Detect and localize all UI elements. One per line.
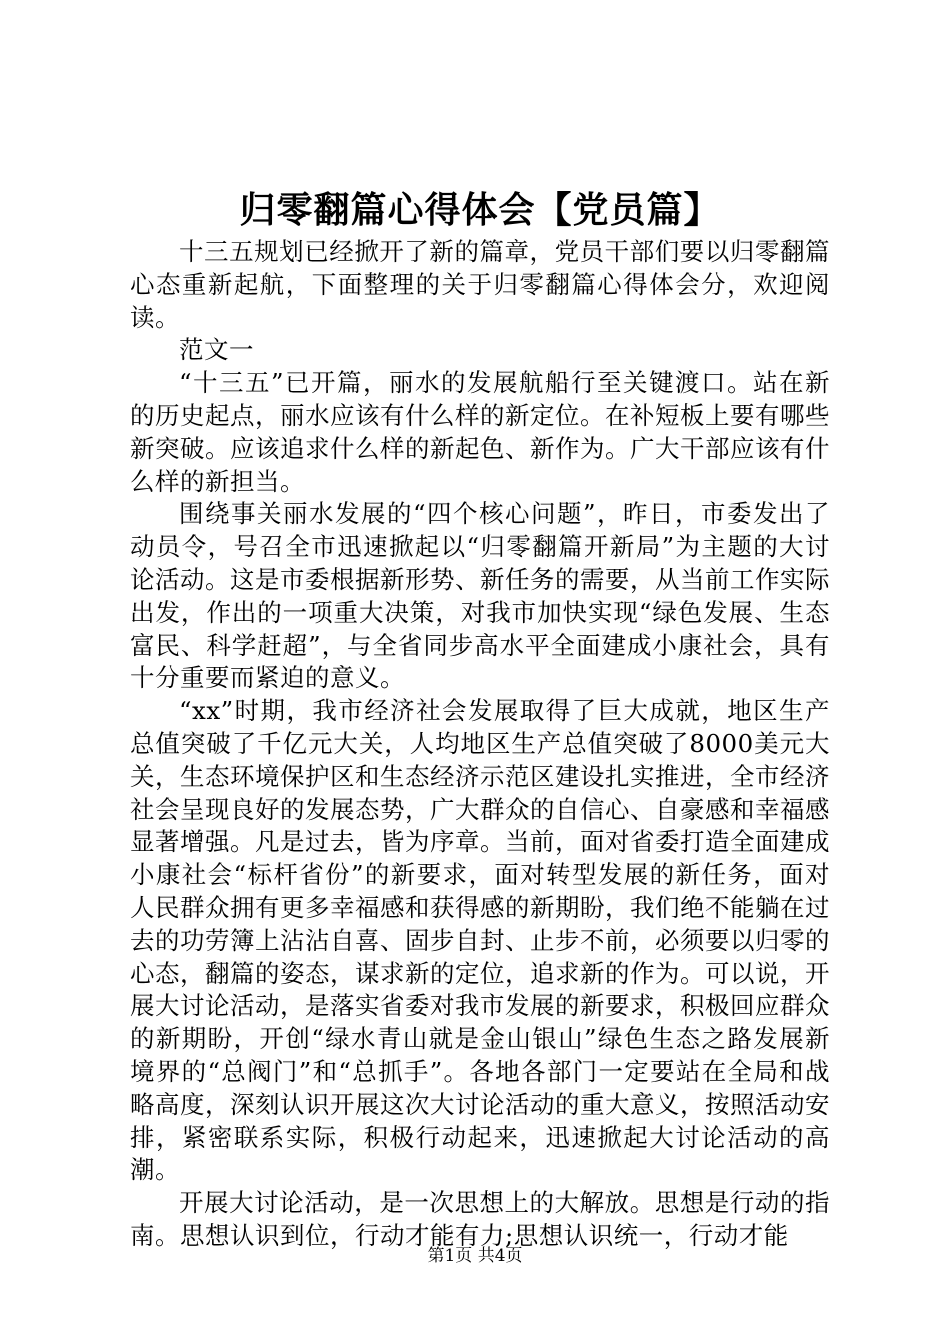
page-footer: 第1页 共4页 (427, 1246, 523, 1266)
document-title: 归零翻篇心得体会【党员篇】 (239, 189, 721, 231)
paragraph: 开展大讨论活动，是一次思想上的大解放。思想是行动的指南。思想认识到位，行动才能有力;思想认识统一，行动才能 (130, 1188, 830, 1250)
paragraph: “xx”时期，我市经济社会发展取得了巨大成就，地区生产总值突破了千亿元大关，人均地区生产总值突破了8000美元大关，生态环境保护区和生态经济示范区建设扎实推进，全市经济社会呈现良好的发展态势，广大群众的自信心、自豪感和幸福感显著增强。凡是过去，皆为序章。当前，面对省委打造全面建成小康社会“标杆省份”的新要求，面对转型发展的新任务，面对人民群众拥有更多幸福感和获得感的新期盼，我们绝不能躺在过去的功劳簿上沾沾自喜、固步自封、止步不前，必须要以归零的心态，翻篇的姿态，谋求新的定位，追求新的作为。可以说，开展大讨论活动，是落实省委对我市发展的新要求，积极回应群众的新期盼，开创“绿水青山就是金山银山”绿色生态之路发展新境界的“总阀门”和“总抓手”。各地各部门一定要站在全局和战略高度，深刻认识开展这次大讨论活动的重大意义，按照活动安排，紧密联系实际，积极行动起来，迅速掀起大讨论活动的高潮。 (130, 696, 830, 1185)
document-body (130, 236, 830, 1253)
paragraph-section-label: 范文一 (179, 335, 254, 365)
paragraph-intro: 十三五规划已经掀开了新的篇章，党员干部们要以归零翻篇心态重新起航，下面整理的关于归零翻篇心得体会分，欢迎阅读。 (130, 237, 830, 332)
paragraph: 围绕事关丽水发展的“四个核心问题”，昨日，市委发出了动员令，号召全市迅速掀起以“归零翻篇开新局”为主题的大讨论活动。这是市委根据新形势、新任务的需要，从当前工作实际出发，作出的一项重大决策，对我市加快实现“绿色发展、生态富民、科学赶超”，与全省同步高水平全面建成小康社会，具有十分重要而紧迫的意义。 (130, 499, 830, 693)
paragraph: “十三五”已开篇，丽水的发展航船行至关键渡口。站在新的历史起点，丽水应该有什么样的新定位。在补短板上要有哪些新突破。应该追求什么样的新起色、新作为。广大干部应该有什么样的新担当。 (130, 368, 830, 496)
